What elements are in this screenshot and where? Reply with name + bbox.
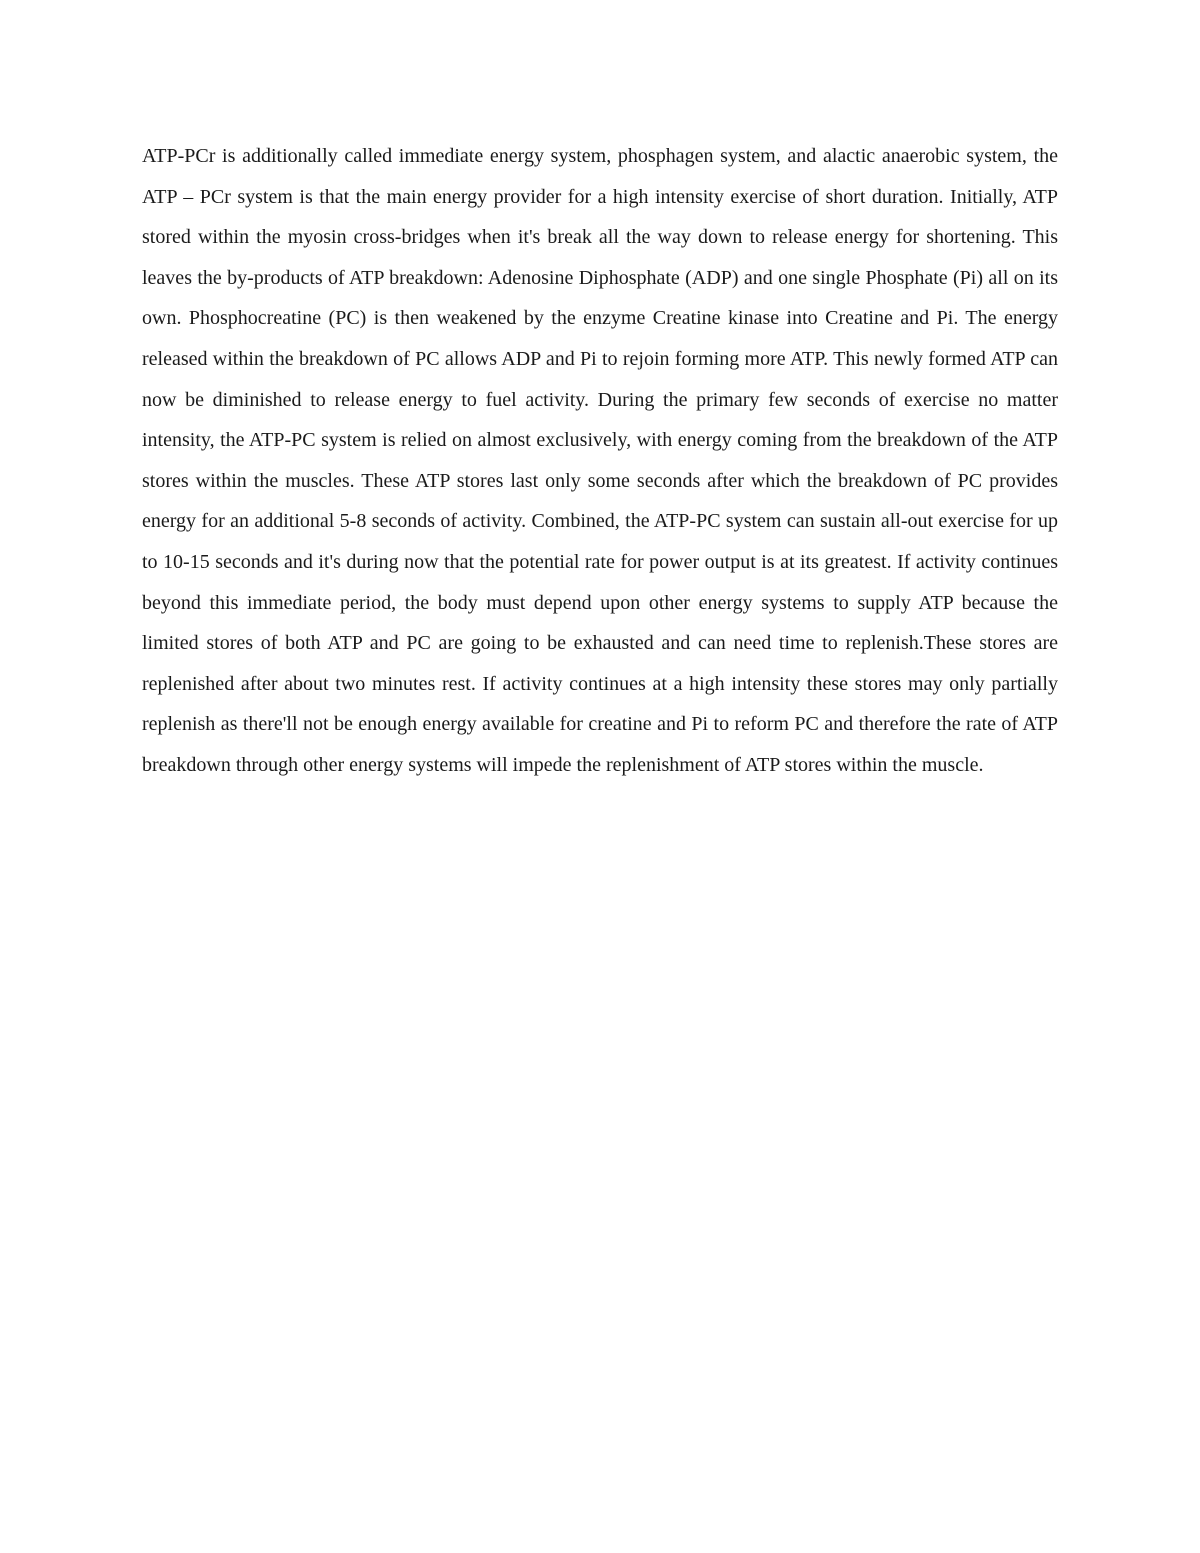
body-paragraph: ATP-PCr is additionally called immediate energy system, phosphagen system, and alactic anaerobic system, the ATP – PCr system is that the main energy provider for a high intensity exercise of short duration. Initially, ATP stored within the myosin cross-bridges when it's break all the way down to release energy for shortening. This leaves the by-products of ATP breakdown: Adenosine Diphosphate (ADP) and one single Phosphate (Pi) all on its own. Phosphocreatine (PC) is then weakened by the enzyme Creatine kinase into Creatine and Pi. The energy released within the breakdown of PC allows ADP and Pi to rejoin forming more ATP. This newly formed ATP can now be diminished to release energy to fuel activity. During the primary few seconds of exercise no matter intensity, the ATP-PC system is relied on almost exclusively, with energy coming from the breakdown of the ATP stores within the muscles. These ATP stores last only some seconds after which the breakdown of PC provides energy for an additional 5-8 seconds of activity. Combined, the ATP-PC system can sustain all-out exercise for up to 10-15 seconds and it's during now that the potential rate for power output is at its greatest. If activity continues beyond this immediate period, the body must depend upon other energy systems to supply ATP because the limited stores of both ATP and PC are going to be exhausted and can need time to replenish.These stores are replenished after about two minutes rest. If activity continues at a high intensity these stores may only partially replenish as there'll not be enough energy available for creatine and Pi to reform PC and therefore the rate of ATP breakdown through other energy systems will impede the replenishment of ATP stores within the muscle. bbox=[142, 145, 1058, 776]
